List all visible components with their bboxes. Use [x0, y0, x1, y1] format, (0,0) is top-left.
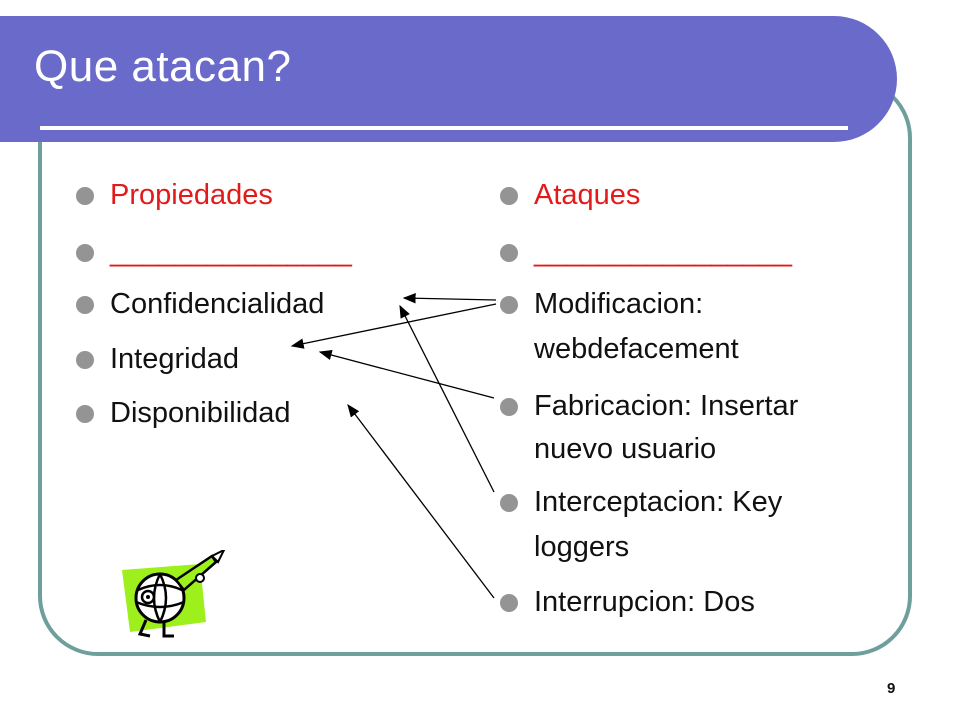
- properties-heading: Propiedades: [110, 179, 273, 211]
- property-integridad: Integridad: [110, 343, 239, 375]
- arrow-interceptacion-to-confidencialidad: [400, 306, 494, 492]
- page-number: 9: [887, 680, 896, 697]
- attack-modificacion: Modificacion:: [534, 288, 704, 320]
- attack-fabricacion-detail: nuevo usuario: [534, 433, 717, 465]
- attacks-heading: Ataques: [534, 179, 641, 211]
- attack-interceptacion-detail: loggers: [534, 531, 630, 563]
- attack-interceptacion: Interceptacion: Key: [534, 486, 783, 518]
- arrow-fabricacion-to-integridad: [320, 352, 494, 398]
- attack-fabricacion: Fabricacion: Insertar: [534, 390, 799, 422]
- arrow-modificacion-to-confidencialidad: [404, 298, 496, 300]
- globe-rocket-clipart-icon: [120, 550, 230, 642]
- property-confidencialidad: Confidencialidad: [110, 288, 325, 320]
- property-disponibilidad: Disponibilidad: [110, 397, 291, 429]
- attack-modificacion-detail: webdefacement: [534, 333, 739, 365]
- arrow-modificacion-to-integridad: [292, 304, 496, 346]
- attacks-divider: ________________: [534, 236, 793, 268]
- slide-title: Que atacan?: [34, 42, 292, 91]
- attack-interrupcion: Interrupcion: Dos: [534, 586, 755, 618]
- arrow-interrupcion-to-disponibilidad: [348, 405, 494, 598]
- properties-divider: _______________: [110, 236, 352, 268]
